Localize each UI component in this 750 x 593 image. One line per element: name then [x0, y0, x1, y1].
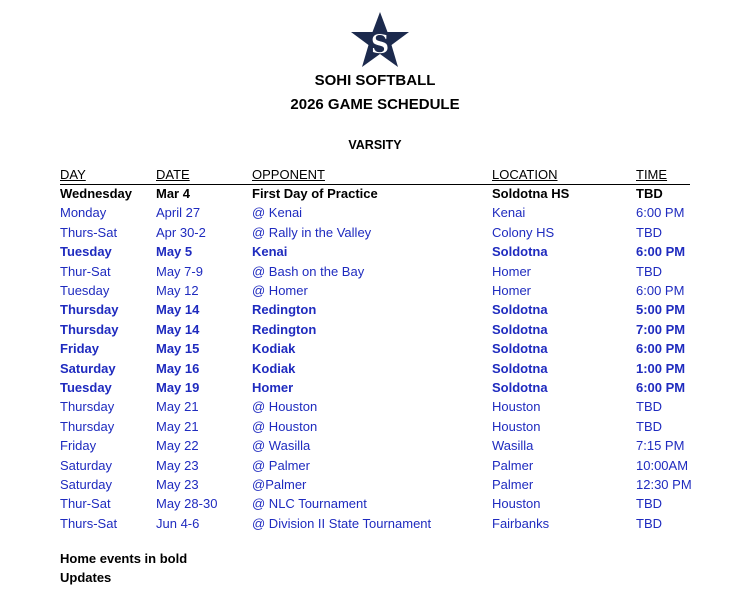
- cell-opponent: @ Rally in the Valley: [252, 224, 372, 240]
- cell-time: TBD: [636, 515, 662, 531]
- cell-time: 7:00 PM: [636, 321, 686, 337]
- cell-opponent: @ Palmer: [252, 457, 310, 473]
- cell-time: 7:15 PM: [636, 438, 685, 454]
- star-s-logo-icon: [349, 10, 411, 70]
- cell-day: Tuesday: [60, 244, 112, 260]
- table-row: [60, 339, 690, 358]
- table-row: [60, 475, 690, 494]
- cell-day: Tuesday: [60, 283, 110, 298]
- cell-day: Thursday: [60, 321, 119, 337]
- cell-date: May 16: [156, 360, 200, 376]
- home-events-note: Home events in bold: [60, 551, 188, 566]
- table-row: [60, 184, 690, 203]
- cell-date: May 21: [156, 418, 199, 434]
- cell-location: Palmer: [492, 457, 534, 473]
- cell-day: Thur-Sat: [60, 263, 111, 279]
- cell-opponent: Homer: [252, 380, 294, 395]
- table-row: [60, 397, 690, 416]
- cell-time: 6:00 PM: [636, 244, 686, 260]
- cell-opponent: @ Houston: [252, 418, 318, 434]
- cell-day: Friday: [60, 341, 100, 357]
- cell-location: Soldotna HS: [492, 186, 570, 201]
- cell-date: May 12: [156, 283, 199, 298]
- table-row: [60, 456, 690, 475]
- cell-date: Jun 4-6: [156, 515, 200, 531]
- cell-location: Homer: [492, 263, 532, 279]
- cell-day: Thurs-Sat: [60, 515, 118, 531]
- cell-time: 5:00 PM: [636, 302, 686, 318]
- cell-opponent: @ NLC Tournament: [252, 496, 367, 512]
- table-row: [60, 281, 690, 300]
- cell-opponent: @ Homer: [252, 283, 308, 298]
- cell-day: Thursday: [60, 399, 115, 415]
- cell-opponent: Redington: [252, 321, 317, 337]
- cell-location: Houston: [492, 418, 541, 434]
- cell-day: Saturday: [60, 457, 113, 473]
- cell-location: Soldotna: [492, 321, 548, 337]
- table-row: [60, 514, 690, 533]
- cell-opponent: @ Kenai: [252, 205, 303, 221]
- cell-opponent: Kenai: [252, 244, 288, 260]
- cell-opponent: @ Houston: [252, 399, 318, 415]
- cell-location: Soldotna: [492, 341, 548, 357]
- cell-date: May 5: [156, 244, 193, 260]
- cell-day: Thursday: [60, 418, 115, 434]
- table-row: [60, 223, 690, 242]
- cell-date: May 15: [156, 341, 200, 357]
- table-row: [60, 242, 690, 261]
- table-row: [60, 262, 690, 281]
- page-title: SOHI SOFTBALL: [314, 72, 436, 89]
- table-row: [60, 494, 690, 513]
- cell-time: TBD: [636, 399, 662, 415]
- cell-date: April 27: [156, 205, 201, 221]
- cell-time: TBD: [636, 186, 663, 201]
- table-row: [60, 300, 690, 319]
- cell-time: 6:00 PM: [636, 283, 685, 298]
- table-row: [60, 320, 690, 339]
- cell-date: May 23: [156, 477, 199, 492]
- table-row: [60, 203, 690, 222]
- cell-time: TBD: [636, 224, 662, 240]
- cell-opponent: @ Bash on the Bay: [252, 263, 365, 279]
- cell-location: Houston: [492, 399, 541, 415]
- cell-date: May 22: [156, 438, 199, 454]
- cell-location: Houston: [492, 496, 541, 512]
- cell-location: Colony HS: [492, 224, 555, 240]
- updates-label: Updates: [60, 570, 112, 585]
- cell-date: May 21: [156, 399, 199, 415]
- cell-date: May 7-9: [156, 263, 203, 279]
- table-row: [60, 378, 690, 397]
- cell-date: May 28-30: [156, 496, 218, 512]
- cell-date: May 19: [156, 380, 200, 395]
- cell-opponent: Kodiak: [252, 360, 296, 376]
- cell-location: Wasilla: [492, 438, 534, 454]
- cell-day: Saturday: [60, 360, 116, 376]
- cell-opponent: @ Wasilla: [252, 438, 311, 454]
- cell-location: Kenai: [492, 205, 526, 221]
- cell-day: Thursday: [60, 302, 119, 318]
- table-row: [60, 359, 690, 378]
- cell-opponent: Kodiak: [252, 341, 296, 357]
- cell-date: May 14: [156, 302, 200, 318]
- table-header: [60, 165, 690, 185]
- cell-location: Homer: [492, 283, 532, 298]
- cell-day: Wednesday: [60, 186, 133, 201]
- cell-day: Saturday: [60, 477, 113, 492]
- cell-date: May 23: [156, 457, 199, 473]
- cell-time: TBD: [636, 418, 662, 434]
- cell-opponent: @ Division II State Tournament: [252, 515, 432, 531]
- table-row: [60, 436, 690, 455]
- schedule-title: 2026 GAME SCHEDULE: [290, 96, 460, 113]
- cell-location: Soldotna: [492, 360, 548, 376]
- cell-date: May 14: [156, 321, 200, 337]
- cell-time: 12:30 PM: [636, 477, 692, 492]
- svg-text:S: S: [370, 30, 390, 60]
- cell-time: 6:00 PM: [636, 380, 686, 395]
- column-header-date: DATE: [156, 167, 190, 182]
- column-header-opponent: OPPONENT: [252, 167, 325, 182]
- cell-time: TBD: [636, 263, 662, 279]
- cell-opponent: Redington: [252, 302, 317, 318]
- cell-day: Friday: [60, 438, 97, 454]
- cell-time: TBD: [636, 496, 662, 512]
- column-header-location: LOCATION: [492, 167, 558, 182]
- cell-time: 1:00 PM: [636, 360, 686, 376]
- cell-location: Soldotna: [492, 244, 548, 260]
- cell-day: Tuesday: [60, 380, 112, 395]
- cell-day: Thur-Sat: [60, 496, 111, 512]
- cell-opponent: First Day of Practice: [252, 186, 378, 201]
- cell-location: Fairbanks: [492, 515, 550, 531]
- table-row: [60, 417, 690, 436]
- cell-day: Thurs-Sat: [60, 224, 118, 240]
- cell-day: Monday: [60, 205, 107, 221]
- cell-date: Apr 30-2: [156, 224, 206, 240]
- column-header-day: DAY: [60, 167, 86, 182]
- cell-location: Palmer: [492, 477, 534, 492]
- cell-date: Mar 4: [156, 186, 190, 201]
- column-header-time: TIME: [636, 167, 668, 182]
- cell-time: 10:00AM: [636, 457, 689, 473]
- cell-time: 6:00 PM: [636, 205, 685, 221]
- cell-time: 6:00 PM: [636, 341, 686, 357]
- cell-location: Soldotna: [492, 302, 548, 318]
- cell-opponent: @Palmer: [252, 477, 307, 492]
- cell-location: Soldotna: [492, 380, 548, 395]
- team-level-heading: VARSITY: [348, 138, 402, 152]
